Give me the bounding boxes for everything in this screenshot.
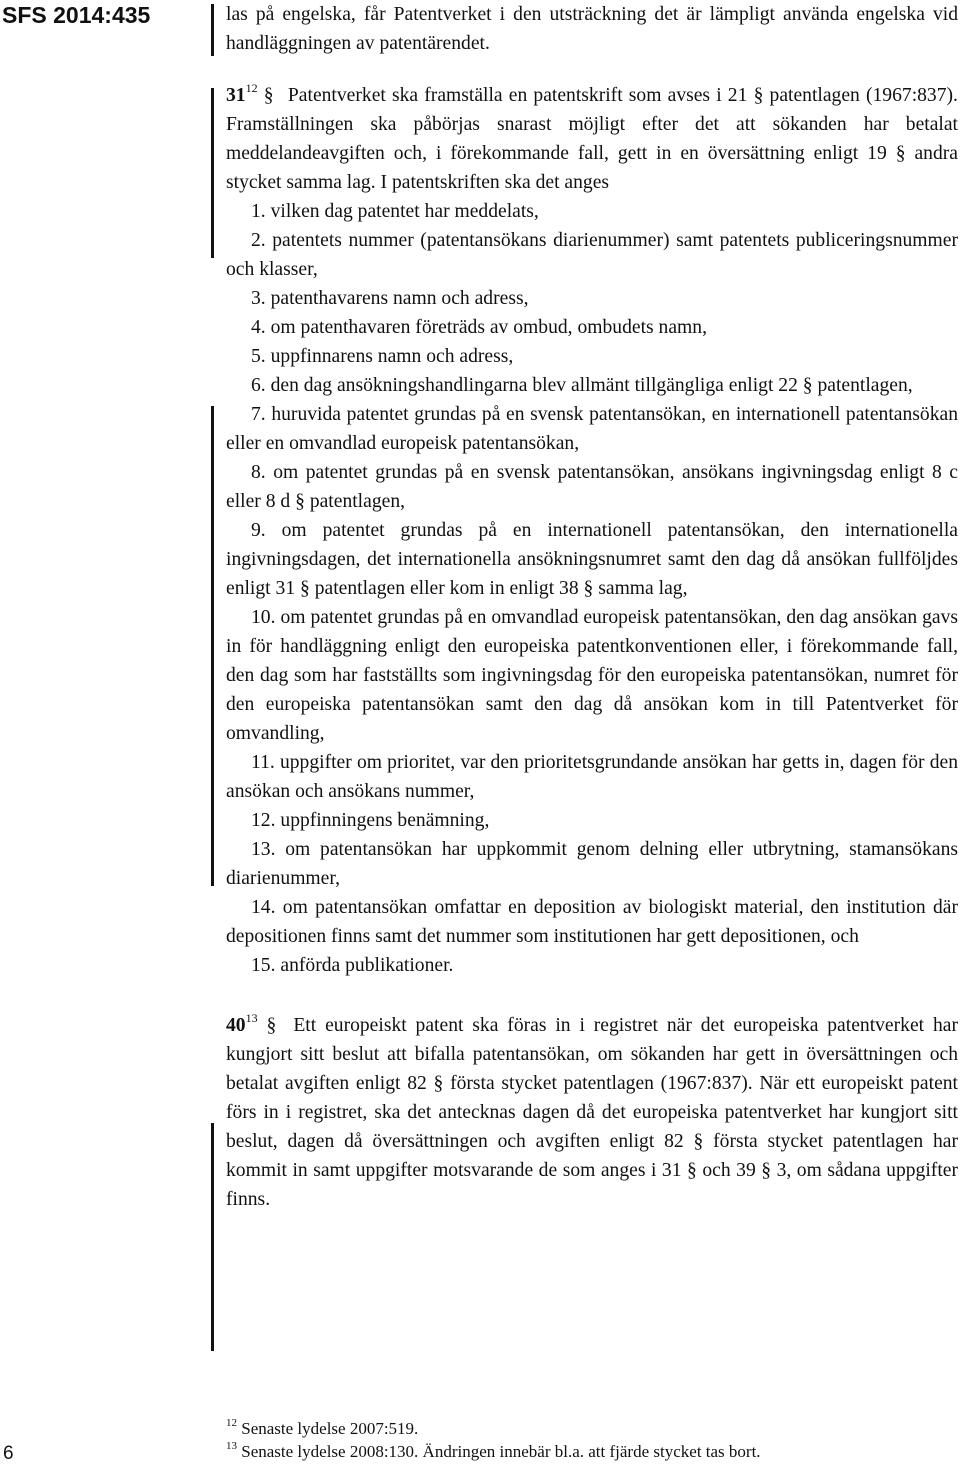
footnotes bbox=[226, 1417, 958, 1463]
list-item: 1. vilken dag patentet har meddelats, bbox=[251, 201, 539, 222]
section-text: patentlagen (1967:837). Framställningen ska påbörjas snarast möjligt efter det att sökanden har betalat meddelandeavgiften och, i förekommande fall, gett in en översättning enligt 19 bbox=[226, 85, 958, 164]
section-31 bbox=[226, 81, 958, 197]
paragraph-sign: § bbox=[761, 1160, 772, 1181]
list-item: 14. om patentansökan omfattar en deposition av biologiskt material, den institution där depositionen finns samt det nummer som institutionen har gett depositionen, och bbox=[226, 897, 958, 947]
section-number: 31 bbox=[226, 85, 246, 106]
list-item: 10. om patentet grundas på en omvandlad europeisk patentansökan, den dag ansökan gavs in för handläggning enligt den europeiska patentkonventionen eller, i förekommande fall, den dag som har fastställts som ingivningsdag för den europeiska patentansökan, numret för den europeiska patentansökan samt den dag då ansökan kom in till Patentverket för omvandling, bbox=[226, 607, 958, 744]
paragraph-sign: § bbox=[433, 1073, 444, 1094]
intro-paragraph: las på engelska, får Patentverket i den utsträckning det är lämpligt använda engelska vid handläggningen av patentärendet. bbox=[226, 4, 958, 54]
list-item: 15. anförda publikationer. bbox=[251, 955, 454, 976]
paragraph-sign: § bbox=[583, 578, 594, 599]
paragraph-sign: § bbox=[753, 85, 764, 106]
list-item: 7. huruvida patentet grundas på en svensk patentansökan, en internationell patentansökan eller en omvandlad europeisk patentansökan, bbox=[226, 404, 958, 454]
list-item: 6. den dag ansökningshandlingarna blev allmänt tillgängliga enligt 22 § patentlagen, bbox=[251, 375, 913, 396]
list-item: 4. om patenthavaren företräds av ombud, ombudets namn, bbox=[251, 317, 707, 338]
list-item: 11. uppgifter om prioritet, var den prioritetsgrundande ansökan har getts in, dagen för den ansökan och ansökans nummer, bbox=[226, 752, 958, 802]
paragraph-sign: § bbox=[802, 375, 813, 396]
footnote-ref: 13 bbox=[245, 1011, 258, 1025]
paragraph-sign: § bbox=[263, 85, 274, 106]
section-text: 3, om sådana uppgifter finns. bbox=[226, 1160, 958, 1210]
change-bar bbox=[211, 88, 214, 258]
paragraph-sign: § bbox=[300, 578, 310, 599]
footnote-ref: 12 bbox=[245, 81, 258, 95]
list-item: 3. patenthavarens namn och adress, bbox=[251, 288, 529, 309]
footnote: $^{12}$ Senaste lydelse 2007:519. bbox=[226, 1417, 419, 1438]
section-40 bbox=[226, 1011, 958, 1214]
list-item: 9. om patentet grundas på en internationell patentansökan, den internationella ingivningsdagen, det internationella ansökningsnumret samt den dag då ansökan fullföljdes enligt 31 § patentlagen eller kom in enligt 38 § samma lag, bbox=[226, 520, 958, 599]
paragraph-sign: § bbox=[266, 1015, 277, 1036]
change-bar bbox=[211, 406, 214, 886]
section-number: 40 bbox=[226, 1015, 246, 1036]
sfs-number: SFS 2014:435 bbox=[2, 2, 151, 28]
list-item: 12. uppfinningens benämning, bbox=[251, 810, 490, 831]
paragraph-sign: § bbox=[693, 1131, 704, 1152]
change-bar bbox=[211, 4, 214, 56]
paragraph-sign: § bbox=[895, 143, 906, 164]
footnote: $^{13}$ Senaste lydelse 2008:130. Ändringen innebär bl.a. att fjärde stycket tas bort. bbox=[226, 1440, 761, 1461]
change-bar bbox=[211, 1123, 214, 1351]
list-item: 13. om patentansökan har uppkommit genom delning eller utbrytning, stamansökans diarienummer, bbox=[226, 839, 958, 889]
section-text: och 39 bbox=[702, 1160, 756, 1181]
list-item: 5. uppfinnarens namn och adress, bbox=[251, 346, 514, 367]
document-body bbox=[226, 0, 958, 1214]
section-text: Patentverket ska framställa en patentskrift som avses i 21 bbox=[287, 85, 748, 106]
paragraph-sign: § bbox=[295, 491, 305, 512]
section-text: första stycket patentlagen (1967:837). När ett europeiskt patent förs in i registret, ska det antecknas dagen då det europeiska patentverket har kungjort sitt beslut, dagen då översättningen och avgiften enligt 82 bbox=[226, 1073, 958, 1152]
paragraph-sign: § bbox=[687, 1160, 697, 1181]
section-text: andra stycket samma lag. I patentskriften ska det anges bbox=[226, 143, 958, 193]
list-item: 2. patentets nummer (patentansökans diarienummer) samt patentets publiceringsnummer och klasser, bbox=[226, 230, 958, 280]
page-number: 6 bbox=[3, 1443, 14, 1464]
list-item: 8. om patentet grundas på en svensk patentansökan, ansökans ingivningsdag enligt 8 c eller 8 d § patentlagen, bbox=[226, 462, 958, 512]
section-text: Ett europeiskt patent ska föras in i registret när det europeiska patentverket har kungjort sitt beslut att bifalla patentansökan, om sökanden har gett in översättningen och betalat avgiften enligt 82 bbox=[226, 1015, 958, 1094]
section-text: första stycket patentlagen har kommit in samt uppgifter motsvarande de som anges i 31 bbox=[226, 1131, 958, 1181]
